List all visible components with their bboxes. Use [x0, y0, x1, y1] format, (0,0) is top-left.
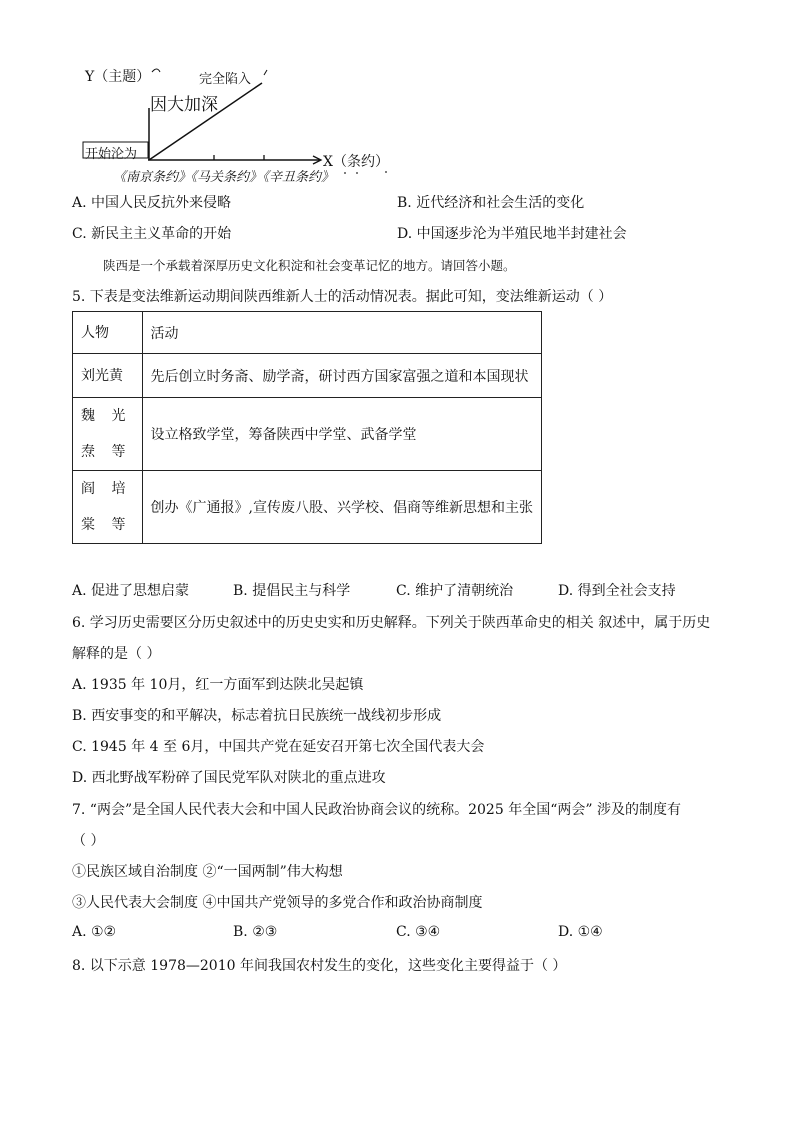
- q7-stem-line1: 7. “两会”是全国人民代表大会和中国人民政治协商会议的统称。2025 年全国“两会” 涉及的制度有: [72, 802, 681, 818]
- table-row: [73, 398, 542, 471]
- row-activity: 设立格致学堂，筹备陕西中学堂、武备学堂: [142, 398, 541, 471]
- q6-option-d: D. 西北野战军粉碎了国民党军队对陕北的重点进攻: [72, 770, 386, 786]
- treaty-label-nanjing: 《南京条约》: [113, 170, 192, 185]
- table-header-row: [73, 312, 542, 354]
- header-activity: 活动: [142, 312, 541, 354]
- row-person: 魏 光 焘 等: [73, 398, 143, 471]
- q6-option-c: C. 1945 年 4 至 6月，中国共产党在延安召开第七次全国代表大会: [72, 739, 485, 755]
- treaty-label-xinchou: 《辛丑条约》: [256, 170, 335, 185]
- deepen-label: 因大加深: [150, 95, 218, 115]
- activity-table: [72, 311, 542, 544]
- row-activity: 先后创立时务斋、励学斋，研讨西方国家富强之道和本国现状: [142, 354, 541, 398]
- row-person: 阎 培 棠 等: [73, 471, 143, 544]
- row-activity: 创办《广通报》,宣传废八股、兴学校、倡商等维新思想和主张: [142, 471, 541, 544]
- q6-option-b: B. 西安事变的和平解决，标志着抗日民族统一战线初步形成: [72, 708, 442, 724]
- q7-option-a: A. ①②: [72, 924, 117, 940]
- treaty-label-maguan: 《马关条约》: [184, 170, 263, 185]
- q5-option-b: B. 提倡民主与科学: [233, 583, 351, 599]
- q5-option-c: C. 维护了清朝统治: [396, 583, 514, 599]
- section-intro: 陕西是一个承载着深厚历史文化积淀和社会变革记忆的地方。请回答小题。: [103, 258, 516, 273]
- table-row: [73, 354, 542, 398]
- q7-option-c: C. ③④: [396, 924, 441, 940]
- q4-option-a: A. 中国人民反抗外来侵略: [72, 195, 232, 211]
- row-person: 刘光黄: [73, 354, 143, 398]
- q5-option-d: D. 得到全社会支持: [558, 583, 676, 599]
- complete-label: 完全陷入: [199, 72, 252, 87]
- q7-items-line1: ①民族区域自治制度 ②“一国两制”伟大构想: [72, 864, 343, 880]
- q7-option-b: B. ②③: [233, 924, 278, 940]
- x-axis-label: X（条约）: [323, 154, 389, 170]
- q6-stem-line2: 解释的是（ ）: [72, 646, 161, 662]
- q6-option-a: A. 1935 年 10月，红一方面军到达陕北吴起镇: [72, 677, 364, 693]
- q5-stem: 5. 下表是变法维新运动期间陕西维新人士的活动情况表。据此可知，变法维新运动（ ）: [72, 289, 613, 305]
- q4-option-b: B. 近代经济和社会生活的变化: [397, 195, 585, 211]
- table-row: [73, 471, 542, 544]
- q4-option-c: C. 新民主主义革命的开始: [72, 226, 232, 242]
- q7-option-d: D. ①④: [558, 924, 603, 940]
- q4-option-d: D. 中国逐步沦为半殖民地半封建社会: [397, 226, 627, 242]
- header-person: 人物: [73, 312, 143, 354]
- q6-stem-line1: 6. 学习历史需要区分历史叙述中的历史史实和历史解释。下列关于陕西革命史的相关 叙述中，属于历史: [72, 615, 711, 631]
- q7-stem-line2: （ ）: [72, 833, 105, 849]
- start-label: 开始沦为: [85, 147, 138, 162]
- q7-items-line2: ③人民代表大会制度 ④中国共产党领导的多党合作和政治协商制度: [72, 895, 483, 911]
- q5-option-a: A. 促进了思想启蒙: [72, 583, 190, 599]
- q8-stem: 8. 以下示意 1978—2010 年间我国农村发生的变化，这些变化主要得益于（ ）: [72, 958, 567, 974]
- y-axis-label: Y（主题）: [85, 69, 151, 85]
